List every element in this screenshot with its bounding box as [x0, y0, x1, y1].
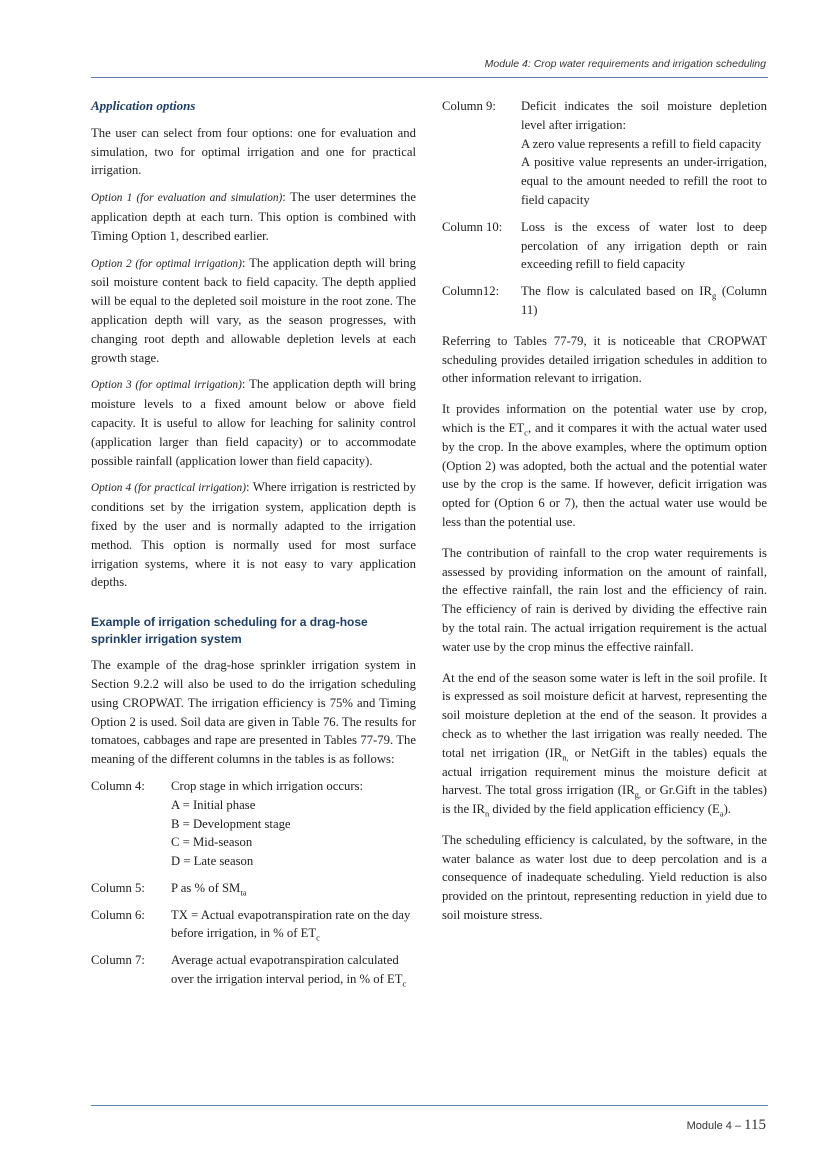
definition-column-9	[442, 97, 767, 210]
option-3-text: : The application depth will bring moisture levels to a fixed amount below or above field capacity. It is useful to allow for leaching for salinity control (application larger than field capacity) or to accommodate possible rainfall (application lower than field capacity).	[91, 377, 416, 468]
definition-text-line-1: Average actual evapotranspiration calculated	[171, 953, 399, 968]
paragraph-rainfall: The contribution of rainfall to the crop water requirements is assessed by providing information on the amount of rainfall, the effective rainfall, the rain lost and the efficiency of rain. The efficiency of rain is derived by dividing the effective rain by the total rain. The actual irrigation requirement is the actual water use by the crop minus the effective rainfall.	[442, 545, 767, 654]
column-definitions-right	[442, 97, 767, 320]
definition-text: Loss is the excess of water lost to deep percolation of any irrigation depth or rain exceeding refill to field capacity	[521, 219, 767, 272]
text-run: ).	[723, 802, 731, 817]
definition-text: Deficit indicates the soil moisture depletion level after irrigation:	[521, 99, 767, 132]
paragraph-option-3	[91, 375, 416, 470]
definition-term: Column 10:	[442, 219, 503, 234]
page-footer	[687, 1117, 766, 1134]
subscript: a	[719, 808, 724, 819]
column-definitions-left	[91, 777, 416, 989]
definition-text-line-2: over the irrigation interval period, in % of ET	[171, 972, 403, 987]
text-run: or Gr.Gift in the tables) is the IR	[442, 783, 767, 817]
paragraph-option-1	[91, 188, 416, 245]
definition-term: Column 5:	[91, 880, 145, 895]
subscript: c	[316, 933, 320, 944]
paragraph-end-of-season	[442, 669, 767, 819]
footer-label: Module 4 –	[686, 1120, 742, 1132]
option-4-label: Option 4 (for practical irrigation)	[91, 482, 246, 495]
subscript: c	[524, 427, 528, 438]
definition-text-end: (Column 11)	[521, 284, 767, 317]
definition-term: Column 9:	[442, 99, 496, 113]
crop-stage-b: B = Development stage	[171, 816, 291, 831]
option-2-text: : The application depth will bring soil moisture content back to field capacity. The depth applied will be equal to the depleted soil moisture in the root zone. The application depth will vary, as the season progresses, with changing root depth and allowable depletion levels at each growth stage.	[91, 255, 416, 365]
section-heading-application-options: Application options	[91, 98, 196, 113]
definition-term: Column 6:	[91, 907, 145, 922]
crop-stage-a: A = Initial phase	[171, 797, 256, 812]
text-run: , and it compares it with the actual water used by the crop. In the above examples, where the optimum option (Option 2) was adopted, both the actual and the potential water use by the crop is the same. If however, deficit irrigation was opted for (Option 6 or 7), then the actual water use would be less than the potential use.	[442, 420, 767, 529]
subscript: n	[485, 808, 490, 819]
option-4-text: : Where irrigation is restricted by conditions set by the irrigation system, application depth is fixed by the user and is normally adapted to the irrigation method. This option is normally used for most surface irrigation systems, where it is not easy to vary application depths.	[91, 480, 416, 590]
definition-column-7	[91, 951, 416, 989]
definition-column-12	[442, 282, 767, 320]
paragraph-intro: The user can select from four options: one for evaluation and simulation, two for optimal irrigation and one for practical irrigation.	[91, 125, 416, 178]
left-column	[91, 97, 416, 997]
definition-text: Crop stage in which irrigation occurs:	[171, 778, 364, 793]
definition-text-positive: A positive value represents an under-irrigation, equal to the amount needed to refill the root to field capacity	[521, 155, 767, 207]
crop-stage-c: C = Mid-season	[171, 835, 253, 850]
subscript: g,	[634, 789, 642, 800]
crop-stage-d: D = Late season	[171, 854, 254, 869]
option-3-label: Option 3 (for optimal irrigation)	[91, 379, 242, 392]
definition-column-5	[91, 879, 416, 898]
text-run: It provides information on the potential water use by crop, which is the ET	[442, 402, 767, 435]
header-rule	[91, 77, 768, 78]
definition-text: TX = Actual evapotranspiration rate on the day before irrigation, in % of ET	[171, 907, 411, 941]
definition-term: Column 7:	[91, 953, 145, 968]
subscript: ta	[240, 887, 247, 898]
subscript: c	[402, 978, 407, 989]
running-header: Module 4: Crop water requirements and irrigation scheduling	[484, 58, 766, 70]
paragraph-option-4	[91, 478, 416, 592]
paragraph-scheduling-efficiency: The scheduling efficiency is calculated, by the software, in the water balance as water lost due to deep percolation and is a consequence of inadequate scheduling. Yield reduction is also provided on the printout, representing reduction in yield due to soil moisture stress.	[442, 832, 767, 923]
paragraph-potential-use	[442, 400, 767, 532]
right-column	[442, 97, 767, 933]
paragraph-example: The example of the drag-hose sprinkler irrigation system in Section 9.2.2 will also be used to do the irrigation scheduling using CROPWAT. The irrigation efficiency is 75% and Timing Option 2 is used. Soil data are given in Table 76. The results for tomatoes, cabbages and rape are presented in Tables 77-79. The meaning of the different columns in the tables is as follows:	[91, 658, 416, 767]
text-run: At the end of the season some water is left in the soil profile. It is expressed as soil moisture deficit at harvest, representing the soil moisture depletion at the end of the season. It provides a check as to whether the last irrigation was really needed. The total net irrigation (IR	[442, 670, 767, 760]
option-2-label: Option 2 (for optimal irrigation)	[91, 257, 242, 270]
definition-text: The flow is calculated based on IR	[521, 284, 712, 299]
footer-rule	[91, 1105, 768, 1106]
paragraph-option-2	[91, 254, 416, 368]
text-run: or NetGift in the tables) equals the actual irrigation requirement minus the moisture deficit at harvest. The total gross irrigation (IR	[442, 745, 767, 798]
definition-text-zero: A zero value represents a refill to field capacity	[521, 136, 762, 151]
definition-column-6	[91, 906, 416, 944]
definition-term: Column12:	[442, 284, 500, 299]
section-heading-example: Example of irrigation scheduling for a drag-hose sprinkler irrigation system	[91, 615, 368, 647]
paragraph-referring: Referring to Tables 77-79, it is noticeable that CROPWAT scheduling provides detailed irrigation schedules in addition to other information relevant to irrigation.	[442, 333, 767, 386]
definition-term: Column 4:	[91, 778, 145, 793]
subscript: n,	[562, 752, 569, 763]
text-run: divided by the field application efficiency (E	[489, 802, 720, 817]
page-number: 115	[744, 1117, 766, 1133]
definition-column-4	[91, 777, 416, 871]
definition-text: P as % of SM	[171, 880, 241, 895]
subscript: g	[711, 290, 717, 301]
option-1-text: : The user determines the application depth at each turn. This option is combined with Timing Option 1, described earlier.	[91, 190, 416, 243]
option-1-label: Option 1 (for evaluation and simulation)	[91, 192, 283, 205]
definition-column-10	[442, 218, 767, 274]
